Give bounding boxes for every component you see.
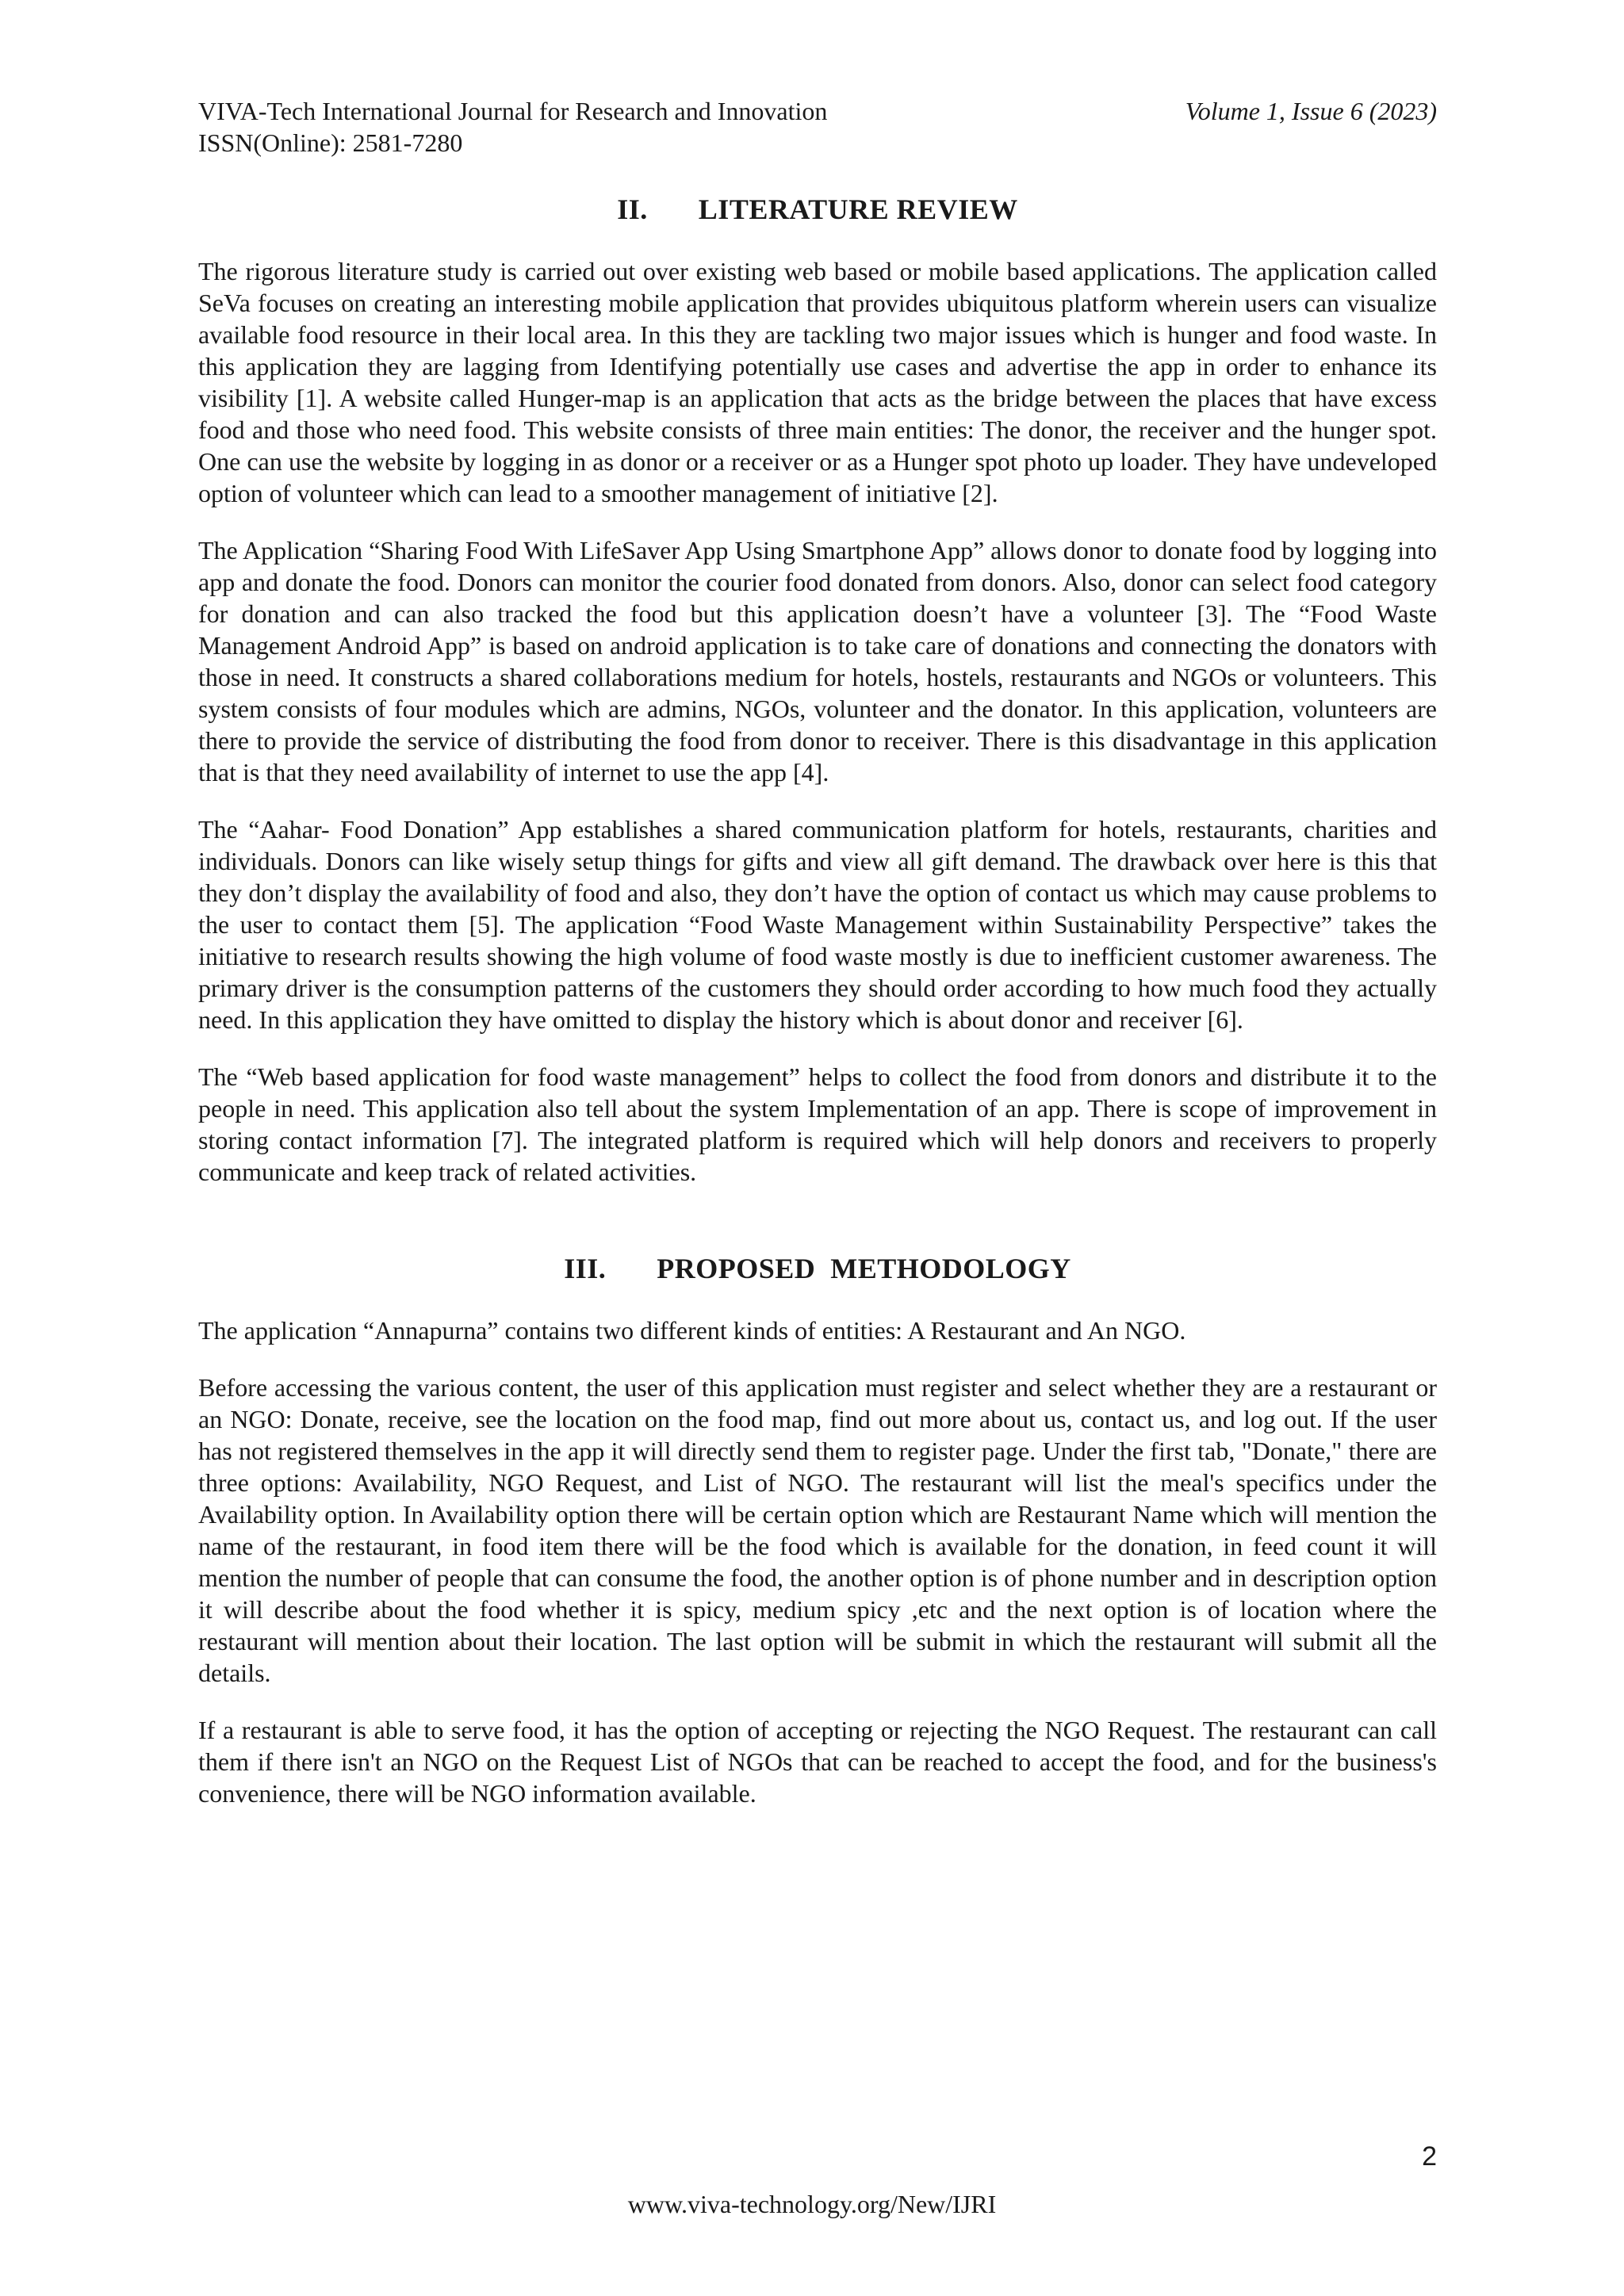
section-proposed-methodology <box>198 1249 1437 1809</box>
running-header-left <box>198 95 827 159</box>
paragraph: The “Aahar- Food Donation” App establishes a shared communication platform for hotels, restaurants, charities and individuals. Donors can like wisely setup things for gifts and view all gift demand. The drawback over here is this that they don’t display the availability of food and also, they don’t have the option of contact us which may cause problems to the user to contact them [5]. The application “Food Waste Management within Sustainability Perspective” takes the initiative to research results showing the high volume of food waste mostly is due to inefficient customer awareness. The primary driver is the consumption patterns of the customers they should order according to how much food they actually need. In this application they have omitted to display the history which is about donor and receiver [6]. <box>198 815 1437 1034</box>
section-heading <box>198 1249 1437 1288</box>
section-number: II. <box>617 193 648 225</box>
paragraph: The “Web based application for food waste management” helps to collect the food from donors and distribute it to the people in need. This application also tell about the system Implementation of an app. There is scope of improvement in storing contact information [7]. The integrated platform is required which will help donors and receivers to properly communicate and keep track of related activities. <box>198 1062 1437 1186</box>
paragraph: The rigorous literature study is carried out over existing web based or mobile based applications. The application called SeVa focuses on creating an interesting mobile application that provides ubiquitous platform wherein users can visualize available food resource in their local area. In this they are tackling two major issues which is hunger and food waste. In this application they are lagging from Identifying potentially use cases and advertise the app in order to enhance its visibility [1]. A website called Hunger-map is an application that acts as the bridge between the places that have excess food and those who need food. This website consists of three main entities: The donor, the receiver and the hunger spot. One can use the website by logging in as donor or a receiver or as a Hunger spot photo up loader. They have undeveloped option of volunteer which can lead to a smoother management of initiative [2]. <box>198 257 1437 507</box>
paragraph: The application “Annapurna” contains two different kinds of entities: A Restaurant and An NGO. <box>198 1316 1186 1345</box>
paragraph: If a restaurant is able to serve food, it has the option of accepting or rejecting the NGO Request. The restaurant can call them if there isn't an NGO on the Request List of NGOs that can be reached to accept the food, and for the business's convenience, there will be NGO information available. <box>198 1716 1437 1808</box>
section-title: LITERATURE REVIEW <box>698 193 1018 225</box>
footer-url: www.viva-technology.org/New/IJRI <box>627 2190 997 2218</box>
journal-issn: ISSN(Online): 2581-7280 <box>198 128 463 157</box>
section-title: PROPOSED METHODOLOGY <box>657 1253 1071 1284</box>
volume-issue: Volume 1, Issue 6 (2023) <box>1185 97 1437 125</box>
section-heading <box>198 190 1437 228</box>
section-number: III. <box>564 1253 607 1284</box>
journal-name: VIVA-Tech International Journal for Research and Innovation <box>198 97 828 125</box>
page-number: 2 <box>1422 2141 1437 2172</box>
paragraph: Before accessing the various content, the user of this application must register and select whether they are a restaurant or an NGO: Donate, receive, see the location on the food map, find out more about us, contact us, and log out. If the user has not registered themselves in the app it will directly send them to register page. Under the first tab, "Donate," there are three options: Availability, NGO Request, and List of NGO. The restaurant will list the meal's specifics under the Availability option. In Availability option there will be certain option which are Restaurant Name which will mention the name of the restaurant, in food item there will be the food which is available for the donation, in feed count it will mention the number of people that can consume the food, the another option is of phone number and in description option it will describe about the food whether it is spicy, medium spicy ,etc and the next option is of location where the restaurant will mention about their location. The last option will be submit in which the restaurant will submit all the details. <box>198 1373 1437 1687</box>
paragraph: The Application “Sharing Food With LifeSaver App Using Smartphone App” allows donor to donate food by logging into app and donate the food. Donors can monitor the courier food donated from donors. Also, donor can select food category for donation and can also tracked the food but this application doesn’t have a volunteer [3]. The “Food Waste Management Android App” is based on android application is to take care of donations and connecting the donators with those in need. It constructs a shared collaborations medium for hotels, hostels, restaurants and NGOs or volunteers. This system consists of four modules which are admins, NGOs, volunteer and the donator. In this application, volunteers are there to provide the service of distributing the food from donor to receiver. There is this disadvantage in this application that is that they need availability of internet to use the app [4]. <box>198 536 1437 786</box>
main-content <box>198 190 1437 1835</box>
section-literature-review <box>198 190 1437 1188</box>
